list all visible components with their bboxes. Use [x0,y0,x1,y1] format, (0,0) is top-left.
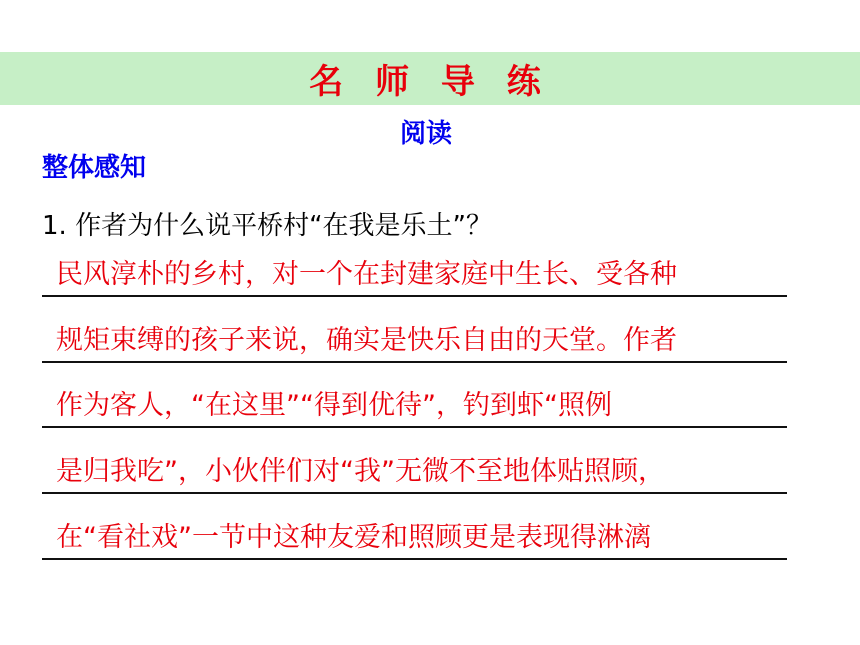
section-title: 阅读 [400,119,453,149]
question-text: 1. 作者为什么说平桥村“在我是乐土”？ [42,211,493,241]
answer-underline [42,492,787,494]
answer-text-1: 民风淳朴的乡村，对一个在封建家庭中生长、受各种 [56,259,677,290]
answer-text-4: 是归我吃”，小伙伴们对“我”无微不至地体贴照顾， [56,456,665,487]
answer-text-2: 规矩束缚的孩子来说，确实是快乐自由的天堂。作者 [56,325,677,356]
answer-line-2 [42,313,787,363]
header-banner [0,52,860,105]
answer-line-5 [42,510,787,560]
answer-text-3: 作为客人，“在这里”“得到优待”，钓到虾“照例 [56,390,612,421]
answer-underline [42,426,787,428]
subheading: 整体感知 [42,153,147,183]
banner-title: 名 师 导 练 [309,62,551,102]
answer-line-1 [42,247,787,297]
answer-line-4 [42,444,787,494]
answer-underline [42,558,787,560]
answer-underline [42,295,787,297]
answer-underline [42,361,787,363]
answer-line-3 [42,378,787,428]
answer-text-5: 在“看社戏”一节中这种友爱和照顾更是表现得淋漓 [56,522,651,553]
